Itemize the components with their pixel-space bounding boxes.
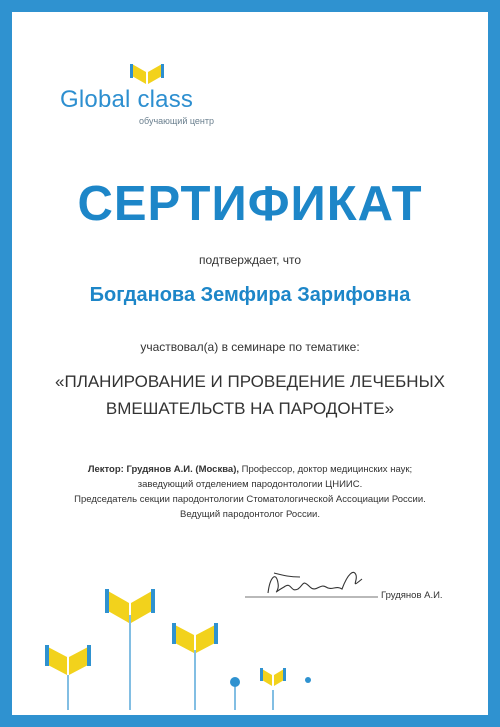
certificate-title: СЕРТИФИКАТ <box>77 177 423 231</box>
participated-text: участвовал(а) в семинаре по тематике: <box>140 340 360 354</box>
logo-subtitle: обучающий центр <box>139 116 215 126</box>
confirms-text: подтверждает, что <box>198 253 302 267</box>
logo-name: Global class <box>60 86 194 113</box>
book-flower-3 <box>45 645 91 675</box>
book-flower-2 <box>172 623 218 653</box>
topic-line-1: «ПЛАНИРОВАНИЕ И ПРОВЕДЕНИЕ ЛЕЧЕБНЫХ <box>55 372 445 391</box>
topic-line-2: ВМЕШАТЕЛЬСТВ НА ПАРОДОНТЕ» <box>105 399 395 418</box>
logo <box>60 60 230 140</box>
book-flower-4 <box>260 668 286 686</box>
lecturer-line-3: Председатель секции пародонтологии Стоматологической Ассоциации России. <box>74 494 426 505</box>
recipient-name: Богданова Земфира Зарифовна <box>89 284 411 306</box>
lecturer-info <box>50 462 450 522</box>
lecturer-line-2: заведующий отделением пародонтологии ЦНИИС. <box>137 479 363 490</box>
signature-name: Грудянов А.И. <box>381 590 443 601</box>
lecturer-line-4: Ведущий пародонтолог России. <box>180 509 320 520</box>
lecturer-name: Лектор: Грудянов А.И. (Москва), <box>87 464 240 475</box>
seminar-topic <box>40 368 460 422</box>
lecturer-line-1 <box>50 462 450 477</box>
book-flowers-decoration <box>30 570 330 710</box>
open-book-icon <box>130 60 164 86</box>
lecturer-title: Профессор, доктор медицинских наук; <box>239 464 413 475</box>
